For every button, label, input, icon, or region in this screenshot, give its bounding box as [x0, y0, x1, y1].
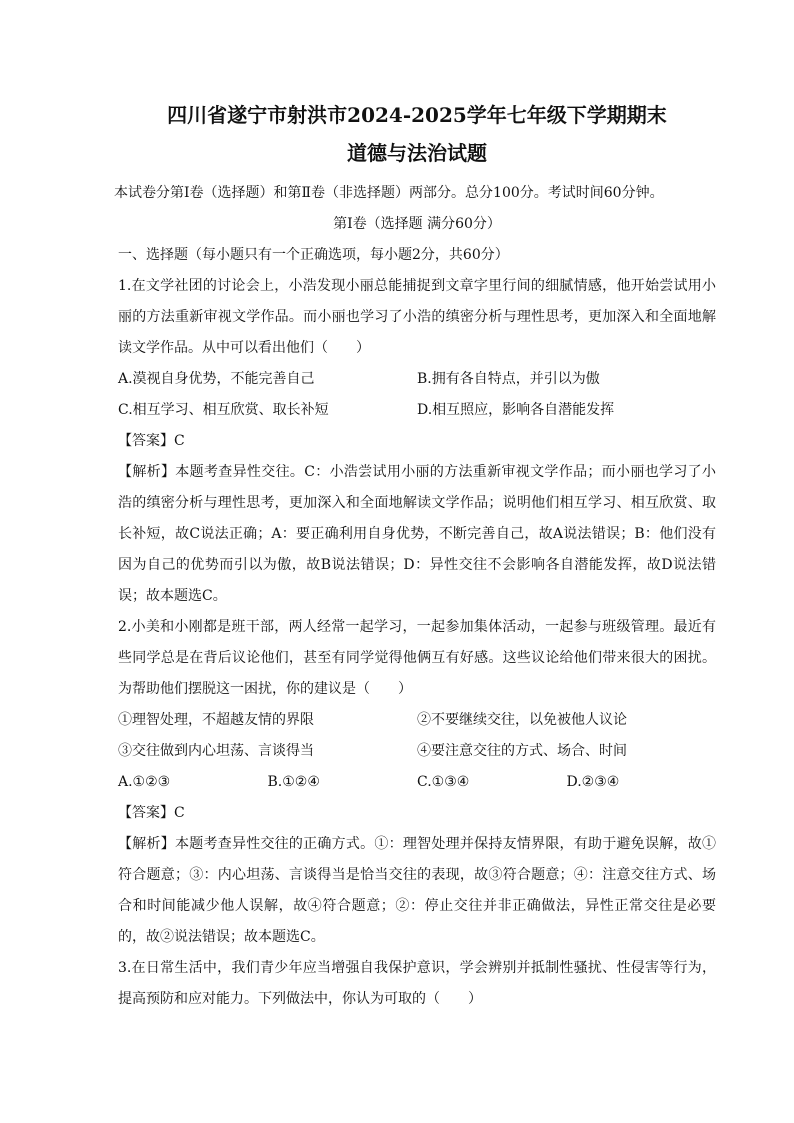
question-1-option-d: D.相互照应，影响各自潜能发挥	[417, 402, 615, 418]
question-2-options-row	[118, 767, 716, 798]
question-2-statements-row-1	[118, 705, 716, 736]
question-2-analysis: 【解析】本题考查异性交往的正确方式。①：理智处理并保持友情界限，有助于避免误解，故①符合题意；③：内心坦荡、言谈得当是恰当交往的表现，故③符合题意；④：注意交往方式、场合和时间能减少他人误解，故④符合题意；②：停止交往并非正确做法，异性正常交往是必要的，故②说法错误；故本题选C。	[118, 836, 716, 945]
question-2-statement-4: ④要注意交往的方式、场合、时间	[417, 743, 627, 759]
page-title: 四川省遂宁市射洪市2024-2025学年七年级下学期期末	[167, 103, 667, 127]
question-2-option-d: D.②③④	[566, 774, 620, 790]
question-3-stem: 3.在日常生活中，我们青少年应当增强自我保护意识，学会辨别并抵制性骚扰、性侵害等行为，提高预防和应对能力。下列做法中，你认为可取的（ ）	[118, 960, 716, 1007]
part-title: 一、选择题（每小题只有一个正确选项，每小题2分，共60分）	[118, 247, 509, 263]
question-1-option-c: C.相互学习、相互欣赏、取长补短	[118, 402, 329, 418]
question-2-statement-3: ③交往做到内心坦荡、言谈得当	[118, 743, 314, 759]
question-2-option-b: B.①②④	[267, 774, 320, 790]
question-2-stem: 2.小美和小刚都是班干部，两人经常一起学习，一起参加集体活动，一起参与班级管理。最近有些同学总是在背后议论他们，甚至有同学觉得他俩互有好感。这些议论给他们带来很大的困扰。为帮助他们摆脱这一困扰，你的建议是（ ）	[118, 619, 716, 697]
question-1-answer: 【答案】C	[118, 433, 185, 449]
exam-instructions: 本试卷分第Ⅰ卷（选择题）和第Ⅱ卷（非选择题）两部分。总分100分。考试时间60分钟。	[114, 185, 664, 201]
question-1-stem: 1.在文学社团的讨论会上，小浩发现小丽总能捕捉到文章字里行间的细腻情感，他开始尝试用小丽的方法重新审视文学作品。而小丽也学习了小浩的缜密分析与理性思考，更加深入和全面地解读文学作品。从中可以看出他们（ ）	[118, 278, 716, 356]
question-1-option-b: B.拥有各自特点，并引以为傲	[417, 371, 600, 387]
question-2-statement-1: ①理智处理，不超越友情的界限	[118, 712, 314, 728]
section-title: 第Ⅰ卷（选择题 满分60分）	[333, 216, 501, 232]
question-2-statement-2: ②不要继续交往，以免被他人议论	[417, 712, 627, 728]
question-1-options-row-2	[118, 395, 716, 426]
question-1-option-a: A.漠视自身优势，不能完善自己	[118, 371, 315, 387]
question-2-option-a: A.①②③	[118, 774, 171, 790]
question-1-analysis: 【解析】本题考查异性交往。C：小浩尝试用小丽的方法重新审视文学作品；而小丽也学习了小浩的缜密分析与理性思考，更加深入和全面地解读文学作品；说明他们相互学习、相互欣赏、取长补短，故C说法正确；A：要正确利用自身优势，不断完善自己，故A说法错误；B：他们没有因为自己的优势而引以为傲，故B说法错误；D：异性交往不会影响各自潜能发挥，故D说法错误；故本题选C。	[118, 464, 716, 604]
question-2-option-c: C.①③④	[417, 774, 470, 790]
question-2-statements-row-2	[118, 736, 716, 767]
page-subtitle: 道德与法治试题	[347, 141, 487, 165]
question-2-answer: 【答案】C	[118, 805, 185, 821]
question-1-options-row-1	[118, 364, 716, 395]
